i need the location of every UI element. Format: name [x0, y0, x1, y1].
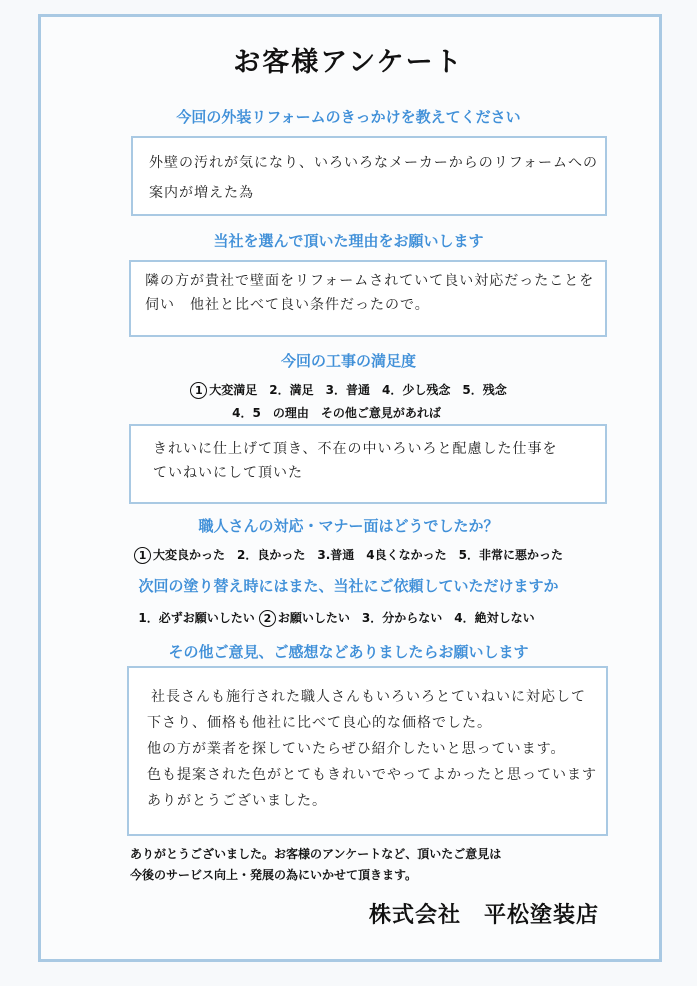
answer-6-line-2: 下さり、価格も他社に比べて良心的な価格でした。 — [147, 715, 492, 731]
question-1: 今回の外装リフォームのきっかけを教えてください — [176, 108, 521, 126]
survey-title: お客様アンケート — [233, 47, 464, 78]
answer-box-1 — [131, 136, 607, 216]
question-2: 当社を選んで頂いた理由をお願いします — [213, 232, 484, 250]
answer-box-6 — [127, 666, 608, 836]
question-4: 職人さんの対応・マナー面はどうでしたか？ — [198, 517, 499, 535]
answer-1-line-1: 外壁の汚れが気になり、いろいろなメーカーからのリフォームへの — [149, 155, 599, 171]
question-5: 次回の塗り替え時にはまた、当社にご依頼していただけますか — [138, 577, 559, 595]
answer-6-line-4: 色も提案された色がとてもきれいでやってよかったと思っています — [147, 767, 597, 783]
answer-box-2 — [129, 260, 607, 337]
selected-option-marker: 2 — [259, 610, 276, 627]
answer-3-line-2: ていねいにして頂いた — [153, 465, 303, 481]
thanks-note-line-1: ありがとうございました。お客様のアンケートなど、頂いたご意見は — [130, 847, 502, 861]
satisfaction-options — [0, 381, 697, 399]
company-name: 株式会社 平松塗装店 — [369, 903, 600, 928]
reorder-options-rest: お願いしたい 3．分からない 4．絶対しない — [277, 611, 535, 625]
answer-6-line-1: 社長さんも施行された職人さんもいろいろとていねいに対応して — [151, 689, 586, 705]
answer-6-line-3: 他の方が業者を探していたらぜひ紹介したいと思っています。 — [147, 741, 566, 757]
answer-2-line-1: 隣の方が貴社で壁面をリフォームされていて良い対応だったことを — [145, 273, 595, 289]
reorder-options — [0, 609, 685, 627]
satisfaction-options-text: 大変満足 2．満足 3．普通 4．少し残念 5．残念 — [209, 383, 507, 397]
answer-box-3 — [129, 424, 607, 504]
question-6: その他ご意見、ご感想などありましたらお願いします — [168, 643, 529, 661]
manner-options-text: 大変良かった 2．良かった 3.普通 4良くなかった 5．非常に悪かった — [153, 548, 563, 562]
answer-1-line-2: 案内が増えた為 — [149, 185, 254, 201]
thanks-note-line-2: 今後のサービス向上・発展の為にいかせて頂きます。 — [130, 868, 418, 882]
answer-6-line-5: ありがとうございました。 — [147, 793, 327, 809]
satisfaction-reason-label: 4．5 の理由 その他ご意見があれば — [232, 406, 441, 420]
reorder-option-1: 1．必ずお願いしたい — [138, 611, 255, 625]
selected-option-marker: 1 — [190, 382, 207, 399]
answer-3-line-1: きれいに仕上げて頂き、不在の中いろいろと配慮した仕事を — [153, 441, 558, 457]
answer-2-line-2: 伺い 他社と比べて良い条件だったので。 — [145, 297, 430, 313]
question-3: 今回の工事の満足度 — [280, 352, 416, 370]
selected-option-marker: 1 — [134, 547, 151, 564]
manner-options — [0, 546, 697, 564]
